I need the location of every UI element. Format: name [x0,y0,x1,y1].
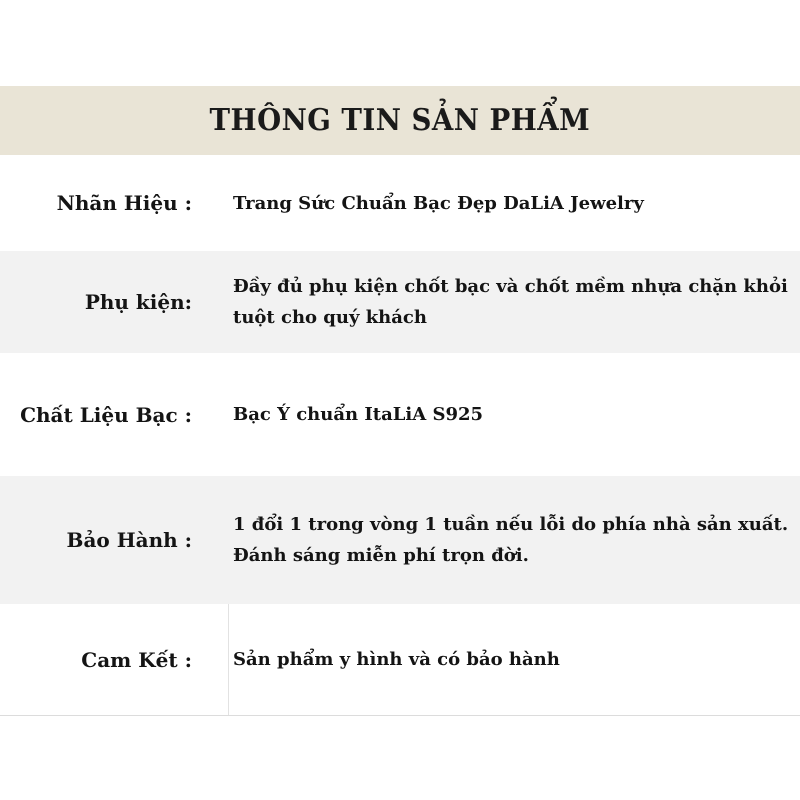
product-info-header [0,86,800,155]
brand-value: Trang Sức Chuẩn Bạc Đẹp DaLiA Jewelry [233,192,644,214]
info-row-material [0,353,800,476]
info-row-brand [0,155,800,251]
column-divider [228,604,229,715]
material-label: Chất Liệu Bạc : [20,402,192,427]
info-row-accessories [0,251,800,353]
warranty-label: Bảo Hành : [66,528,192,552]
accessories-value: Đầy đủ phụ kiện chốt bạc và chốt mềm nhựa chặn khỏi tuột cho quý khách [233,276,788,328]
commitment-value: Sản phẩm y hình và có bảo hành [233,649,560,670]
material-value: Bạc Ý chuẩn ItaLiA S925 [233,404,484,425]
page-title: THÔNG TIN SẢN PHẨM [209,103,591,138]
brand-label: Nhãn Hiệu : [56,191,192,215]
warranty-value: 1 đổi 1 trong vòng 1 tuần nếu lỗi do phía nhà sản xuất. Đánh sáng miễn phí trọn đời. [233,514,789,566]
info-row-commitment [0,604,800,716]
info-row-warranty [0,476,800,604]
accessories-label: Phụ kiện: [84,290,192,314]
commitment-label: Cam Kết : [81,647,192,672]
